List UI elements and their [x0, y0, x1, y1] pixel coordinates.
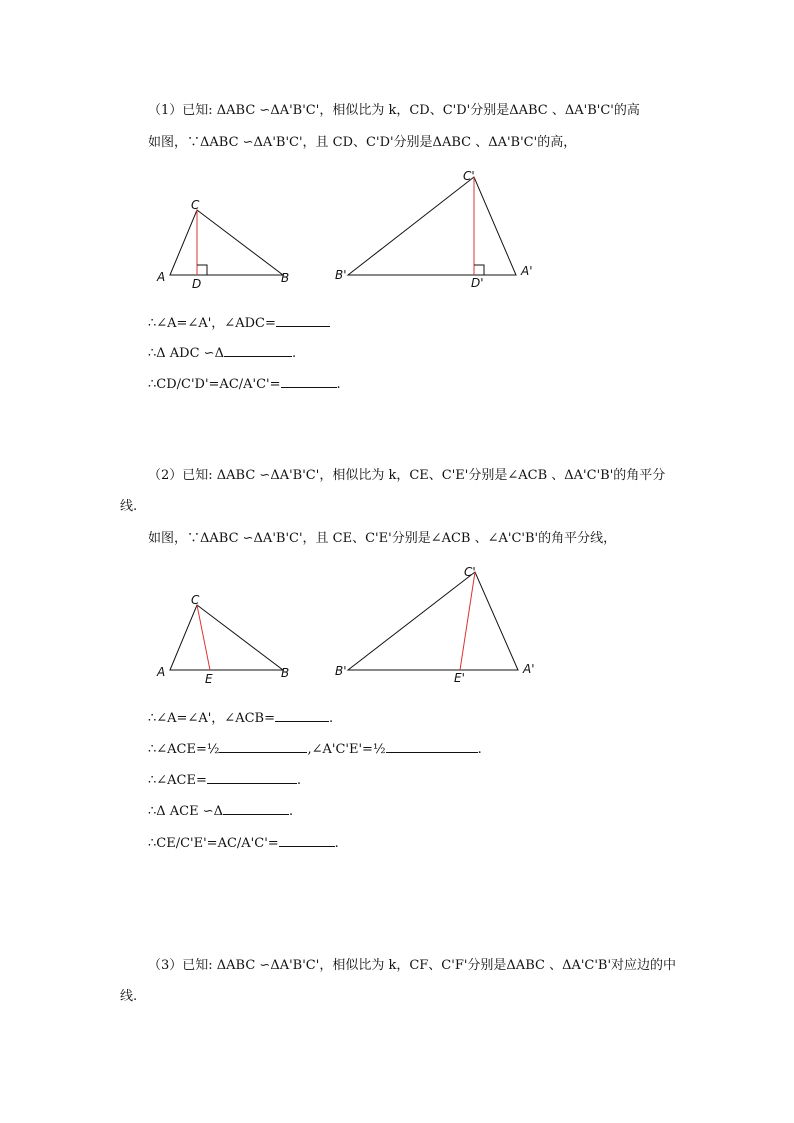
part2-step1-end: . — [328, 711, 334, 726]
part1-step2 — [148, 343, 296, 363]
label-b-prime: B' — [335, 268, 347, 282]
part1-step1 — [148, 313, 330, 333]
label-c-prime: C' — [464, 565, 476, 579]
label-c: C — [191, 198, 200, 212]
label-a-prime: A' — [523, 662, 535, 676]
part2-step2a-text: ∴∠ACE=½ — [148, 742, 220, 757]
part3-given-line2: 线. — [120, 989, 138, 1004]
label-b: B — [281, 271, 290, 285]
part1-step2-end: . — [291, 346, 297, 361]
answer-blank[interactable] — [281, 374, 337, 388]
label-e: E — [205, 672, 213, 686]
label-c-prime: C' — [463, 169, 475, 183]
part2-step1 — [148, 708, 333, 728]
bisector-c1e1 — [460, 572, 475, 670]
part1-step3-end: . — [336, 377, 341, 392]
answer-blank[interactable] — [275, 708, 329, 722]
part2-intro: 如图，∵ΔABC ∽ΔA'B'C'，且 CE、C'E'分别是∠ACB 、∠A'C'B'的角平分线， — [148, 531, 617, 546]
label-c: C — [191, 593, 200, 607]
part2-step2-end: . — [477, 742, 482, 757]
part2-step1-text: ∴∠A=∠A'，∠ACB= — [148, 711, 275, 726]
part1-step3-text: ∴CD/C'D'=AC/A'C'= — [148, 377, 281, 392]
answer-blank[interactable] — [207, 770, 297, 784]
part2-step2b-text: ,∠A'C'E'=½ — [307, 742, 386, 757]
part2-figure-right — [330, 560, 550, 685]
label-a: A — [157, 270, 166, 284]
part1-intro: 如图，∵ΔABC ∽ΔA'B'C'，且 CD、C'D'分别是ΔABC 、ΔA'B'C'的高， — [148, 135, 577, 150]
answer-blank[interactable] — [223, 801, 289, 815]
part1-figure-left — [150, 195, 300, 290]
answer-blank[interactable] — [219, 739, 307, 753]
answer-blank[interactable] — [276, 313, 330, 327]
label-d: D — [192, 277, 202, 291]
label-d-prime: D' — [471, 276, 484, 290]
part2-step3 — [148, 770, 301, 790]
part1-figure-right — [330, 165, 550, 290]
part3-given-line1: （3）已知: ΔABC ∽ΔA'B'C'，相似比为 k，CF、C'F'分别是ΔABC 、ΔA'C'B'对应边的中 — [148, 958, 677, 973]
right-angle-mark-prime — [474, 265, 484, 275]
part2-given-line2: 线. — [120, 499, 138, 514]
part1-step1-text: ∴∠A=∠A'，∠ADC= — [148, 316, 276, 331]
part2-step3-text: ∴∠ACE= — [148, 773, 207, 788]
answer-blank[interactable] — [386, 739, 478, 753]
part2-figure-left — [150, 590, 300, 685]
label-b-prime: B' — [335, 664, 347, 678]
part2-step4-end: . — [289, 804, 294, 819]
part2-step5-text: ∴CE/C'E'=AC/A'C'= — [148, 836, 279, 851]
triangle-a1b1c1 — [348, 572, 518, 670]
part1-step2-text: ∴Δ ADC ∽Δ — [148, 346, 224, 361]
answer-blank[interactable] — [224, 343, 292, 357]
right-angle-mark — [197, 265, 207, 275]
part1-given: （1）已知: ΔABC ∽ΔA'B'C'，相似比为 k，CD、C'D'分别是ΔABC 、ΔA'B'C'的高 — [148, 103, 640, 118]
part2-step4-text: ∴Δ ACE ∽Δ — [148, 804, 224, 819]
label-b: B — [281, 666, 290, 680]
part2-step2 — [148, 739, 482, 759]
part2-step3-end: . — [296, 773, 302, 788]
part2-step5 — [148, 833, 339, 853]
part2-step5-end: . — [334, 836, 339, 851]
label-a: A — [157, 665, 166, 679]
triangle-a1b1c1 — [348, 177, 516, 275]
part2-step4 — [148, 801, 293, 821]
label-e-prime: E' — [454, 671, 465, 685]
part1-step3 — [148, 374, 341, 394]
answer-blank[interactable] — [279, 833, 335, 847]
label-a-prime: A' — [521, 264, 533, 278]
triangle-abc — [170, 210, 283, 275]
triangle-abc — [170, 605, 283, 670]
part2-given-line1: （2）已知: ΔABC ∽ΔA'B'C'，相似比为 k，CE、C'E'分别是∠ACB 、ΔA'C'B'的角平分 — [148, 468, 666, 483]
bisector-ce — [197, 605, 210, 670]
